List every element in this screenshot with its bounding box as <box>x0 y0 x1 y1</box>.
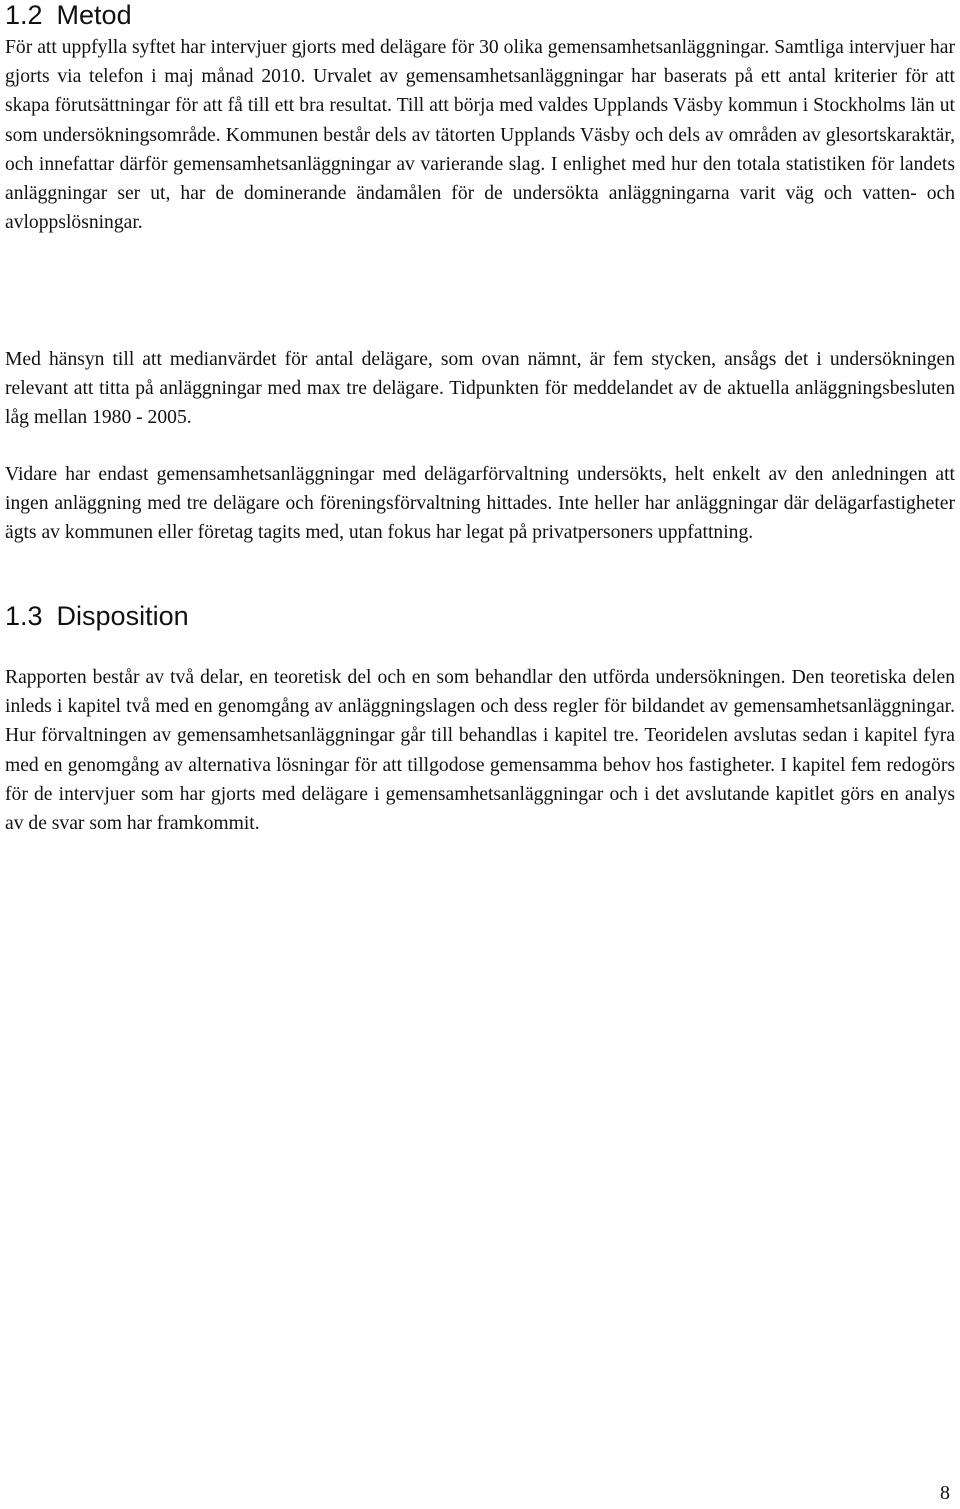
section-title: Disposition <box>56 601 189 631</box>
section-number: 1.2 <box>5 0 43 30</box>
body-paragraph: Vidare har endast gemensamhetsanläggningar med delägarförvaltning undersökts, helt enkelt av den anledningen att ingen anläggning med tre delägare och föreningsförvaltning hittades. Inte heller har anläggningar där delägarfastigheter ägts av kommunen eller företag tagits med, utan fokus har legat på privatpersoners uppfattning. <box>5 464 955 544</box>
section-heading-disposition <box>5 601 189 631</box>
body-paragraph: Rapporten består av två delar, en teoretisk del och en som behandlar den utförda undersökningen. Den teoretiska delen inleds i kapitel två med en genomgång av anläggningslagen och dess regler för bildandet av gemensamhetsanläggningar. Hur förvaltningen av gemensamhetsanläggningar går till behandlas i kapitel tre. Teoridelen avslutas sedan i kapitel fyra med en genomgång av alternativa lösningar för att tillgodose gemensamma behov hos fastigheter. I kapitel fem redogörs för de intervjuer som har gjorts med delägare i gemensamhetsanläggningar och i det avslutande kapitlet görs en analys av de svar som har framkommit. <box>5 667 955 835</box>
body-paragraph: Med hänsyn till att medianvärdet för antal delägare, som ovan nämnt, är fem stycken, ansågs det i undersökningen relevant att titta på anläggningar med max tre delägare. Tidpunkten för meddelandet av de aktuella anläggningsbesluten låg mellan 1980 - 2005. <box>5 349 955 429</box>
section-number: 1.3 <box>5 601 43 631</box>
page-number: 8 <box>940 1482 950 1504</box>
section-heading-metod <box>5 0 132 30</box>
body-paragraph: För att uppfylla syftet har intervjuer gjorts med delägare för 30 olika gemensamhetsanläggningar. Samtliga intervjuer har gjorts via telefon i maj månad 2010. Urvalet av gemensamhetsanläggningar har baserats på ett antal kriterier för att skapa förutsättningar för att få till ett bra resultat. Till att börja med valdes Upplands Väsby kommun i Stockholms län ut som undersökningsområde. Kommunen består dels av tätorten Upplands Väsby och dels av områden av glesortskaraktär, och innefattar därför gemensamhetsanläggningar av varierande slag. I enlighet med hur den totala statistiken för landets anläggningar ser ut, har de dominerande ändamålen för de undersökta anläggningarna varit väg och vatten- och avloppslösningar. <box>5 37 955 234</box>
section-title: Metod <box>56 0 132 30</box>
